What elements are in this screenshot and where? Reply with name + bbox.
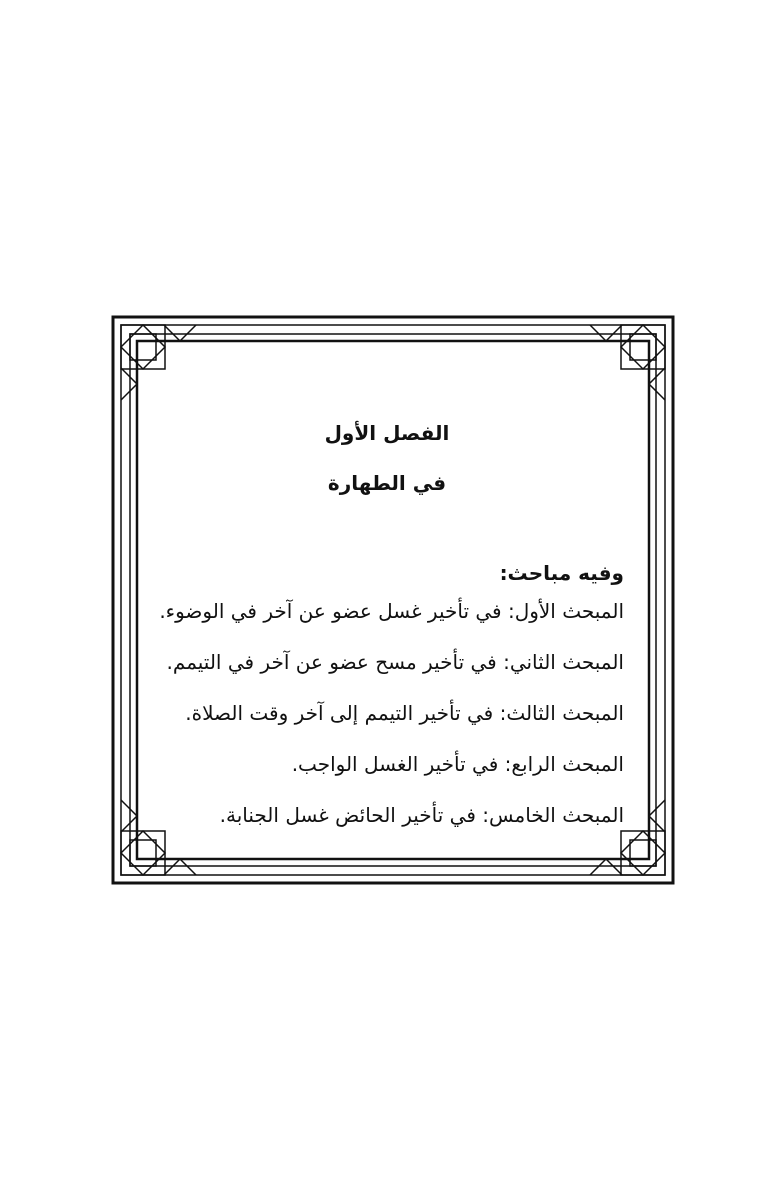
section-item-4: المبحث الرابع: في تأخير الغسل الواجب. [291,752,624,776]
sections-intro: وفيه مباحث: [499,561,624,585]
corner-ornament-top-right [621,325,665,369]
sections-list [150,598,624,828]
section-item-3: المبحث الثالث: في تأخير التيمم إلى آخر وقت الصلاة. [185,701,624,725]
corner-ornament-top-left [121,325,165,369]
section-item-2: المبحث الثاني: في تأخير مسح عضو عن آخر في التيمم. [166,650,624,674]
section-item-5: المبحث الخامس: في تأخير الحائض غسل الجنابة. [219,803,624,827]
section-item-1: المبحث الأول: في تأخير غسل عضو عن آخر في الوضوء. [159,599,624,623]
chapter-title: الفصل الأول [324,421,450,445]
corner-ornament-bottom-right [621,831,665,875]
chapter-subtitle: في الطهارة [327,471,447,495]
chapter-content [150,400,624,853]
